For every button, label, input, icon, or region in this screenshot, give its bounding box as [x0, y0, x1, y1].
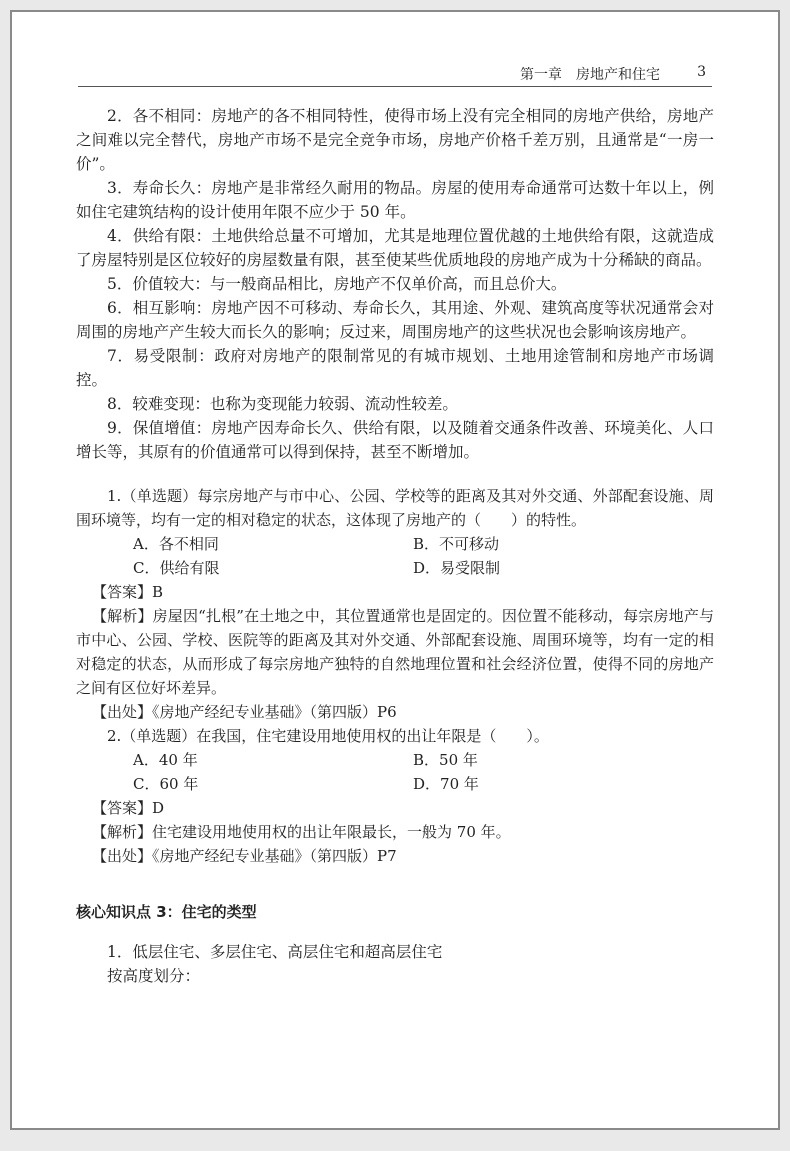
running-header — [78, 58, 712, 87]
page-number: 3 — [697, 64, 706, 80]
options-row — [76, 748, 714, 772]
option-b: B．50 年 — [413, 751, 478, 769]
section-item: 1．低层住宅、多层住宅、高层住宅和超高层住宅 — [107, 943, 443, 961]
question-stem: 1.（单选题）每宗房地产与市中心、公园、学校等的距离及其对外交通、外部配套设施、周围环境等，均有一定的相对稳定的状态，这体现了房地产的（ ）的特性。 — [76, 487, 714, 529]
option-b: B．不可移动 — [413, 535, 500, 553]
document-page — [10, 10, 780, 1130]
option-d: D．70 年 — [413, 775, 479, 793]
paragraph: 4．供给有限：土地供给总量不可增加，尤其是地理位置优越的土地供给有限，这就造成了房屋特别是区位较好的房屋数量有限，甚至使某些优质地段的房地产成为十分稀缺的商品。 — [76, 227, 714, 269]
question-1 — [76, 484, 714, 724]
source: 【出处】《房地产经纪专业基础》（第四版）P6 — [92, 703, 397, 721]
question-2 — [76, 724, 714, 868]
option-c: C．60 年 — [133, 775, 199, 793]
source: 【出处】《房地产经纪专业基础》（第四版）P7 — [92, 847, 397, 865]
paragraph: 8．较难变现：也称为变现能力较弱、流动性较差。 — [107, 395, 458, 413]
options-row — [76, 532, 714, 556]
option-c: C．供给有限 — [133, 559, 220, 577]
analysis: 【解析】房屋因“扎根”在土地之中，其位置通常也是固定的。因位置不能移动，每宗房地产与市中心、公园、学校、医院等的距离及其对外交通、外部配套设施、周围环境等，均有一定的相对稳定的状态，从而形成了每宗房地产独特的自然地理位置和社会经济位置，使得不同的房地产之间有区位好坏差异。 — [76, 607, 714, 697]
answer: 【答案】B — [92, 583, 164, 601]
paragraph: 5．价值较大：与一般商品相比，房地产不仅单价高，而且总价大。 — [107, 275, 567, 293]
page-content — [76, 104, 714, 988]
option-a: A．各不相同 — [133, 535, 219, 553]
paragraph: 3．寿命长久：房地产是非常经久耐用的物品。房屋的使用寿命通常可达数十年以上，例如住宅建筑结构的设计使用年限不应少于 50 年。 — [76, 179, 714, 221]
options-row — [76, 772, 714, 796]
section-item: 按高度划分： — [107, 967, 201, 985]
answer: 【答案】D — [92, 799, 165, 817]
paragraph: 7．易受限制：政府对房地产的限制常见的有城市规划、土地用途管制和房地产市场调控。 — [76, 347, 714, 389]
option-a: A．40 年 — [133, 751, 198, 769]
section-heading: 核心知识点 3：住宅的类型 — [76, 903, 257, 921]
paragraph: 2．各不相同：房地产的各不相同特性，使得市场上没有完全相同的房地产供给，房地产之间难以完全替代，房地产市场不是完全竞争市场，房地产价格千差万别，且通常是“一房一价”。 — [76, 107, 714, 173]
option-d: D．易受限制 — [413, 559, 501, 577]
chapter-title: 第一章 房地产和住宅 — [520, 67, 660, 83]
paragraph: 9．保值增值：房地产因寿命长久、供给有限，以及随着交通条件改善、环境美化、人口增长等，其原有的价值通常可以得到保持，甚至不断增加。 — [76, 419, 714, 461]
paragraph: 6．相互影响：房地产因不可移动、寿命长久，其用途、外观、建筑高度等状况通常会对周围的房地产产生较大而长久的影响；反过来，周围房地产的这些状况也会影响该房地产。 — [76, 299, 714, 341]
options-row — [76, 556, 714, 580]
question-stem: 2.（单选题）在我国，住宅建设用地使用权的出让年限是（ ）。 — [107, 727, 549, 745]
analysis: 【解析】住宅建设用地使用权的出让年限最长，一般为 70 年。 — [92, 823, 511, 841]
